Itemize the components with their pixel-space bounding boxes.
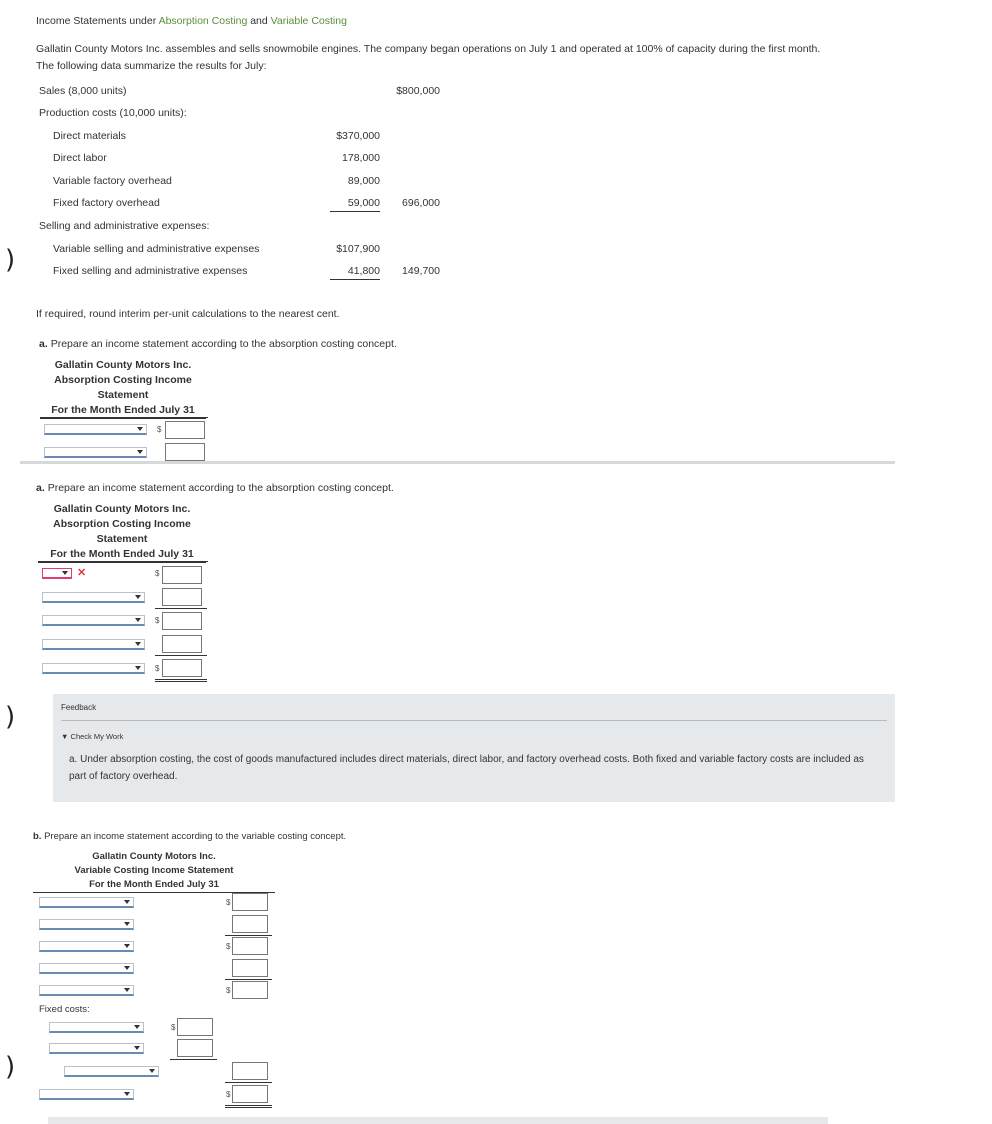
- header-rule: [38, 561, 208, 562]
- b-line6-amount[interactable]: [232, 1062, 268, 1080]
- fixed-selling-label: Fixed selling and administrative expenses: [53, 265, 248, 277]
- a2-line3-select[interactable]: [42, 615, 145, 626]
- chevron-down-icon: [135, 642, 141, 646]
- fixed-costs-label: Fixed costs:: [39, 1004, 90, 1015]
- feedback-rule: [61, 720, 887, 721]
- dollar-sign: $: [155, 664, 160, 673]
- chevron-down-icon: [124, 988, 130, 992]
- statement-a1-header: [40, 358, 206, 419]
- production-total: 696,000: [402, 197, 440, 209]
- triangle-down-icon: ▼: [61, 732, 69, 741]
- intro-line-2: The following data summarize the results for July:: [36, 60, 267, 72]
- part-a-letter-graded: a.: [36, 482, 45, 494]
- b-line3-amount[interactable]: [232, 937, 268, 955]
- a1-line2-select[interactable]: [44, 447, 147, 458]
- statement-title: Absorption Costing Income: [53, 518, 191, 530]
- b-line6-select[interactable]: [64, 1066, 159, 1077]
- chevron-down-icon: [135, 666, 141, 670]
- check-my-work-label: Check My Work: [70, 732, 124, 741]
- chevron-down-icon: [124, 900, 130, 904]
- a2-line1-select-incorrect[interactable]: [42, 568, 72, 579]
- header-rule: [40, 417, 208, 418]
- subtotal-rule: [155, 608, 207, 609]
- variable-selling-value: $107,900: [336, 243, 380, 255]
- chevron-down-icon: [134, 1046, 140, 1050]
- a2-line2-select[interactable]: [42, 592, 145, 603]
- feedback-panel: [53, 694, 895, 802]
- part-b-letter: b.: [33, 831, 42, 842]
- double-underline: [155, 679, 207, 682]
- a2-line1-amount[interactable]: [162, 566, 202, 584]
- chevron-down-icon: [124, 944, 130, 948]
- dollar-sign: $: [226, 1090, 231, 1099]
- statement-title-2: Statement: [97, 389, 149, 401]
- dollar-sign: $: [155, 616, 160, 625]
- dollar-sign: $: [226, 898, 231, 907]
- selling-total: 149,700: [402, 265, 440, 277]
- feedback-title: Feedback: [61, 703, 97, 712]
- b-line2-amount[interactable]: [232, 915, 268, 933]
- left-paren-1: ): [5, 245, 16, 275]
- fixed-overhead-label: Fixed factory overhead: [53, 197, 160, 209]
- statement-period: For the Month Ended July 31: [89, 879, 219, 890]
- direct-labor-value: 178,000: [342, 152, 380, 164]
- absorption-costing-link[interactable]: Absorption Costing: [158, 15, 248, 27]
- chevron-down-icon: [137, 427, 143, 431]
- production-label: Production costs (10,000 units):: [39, 107, 187, 119]
- statement-title: Absorption Costing Income: [54, 374, 192, 386]
- chevron-down-icon: [124, 966, 130, 970]
- a1-line1-select[interactable]: [44, 424, 147, 435]
- b-line4-select[interactable]: [39, 963, 134, 974]
- fixed-overhead-value: 59,000: [330, 197, 380, 212]
- chevron-down-icon: [135, 618, 141, 622]
- feedback-text: a. Under absorption costing, the cost of goods manufactured includes direct materials, direct labor, and factory overhead costs. Both fixed and variable factory costs are included as part of factory overhead.: [69, 754, 864, 782]
- fixed-selling-value: 41,800: [330, 265, 380, 280]
- section-divider: [20, 461, 895, 464]
- variable-overhead-label: Variable factory overhead: [53, 175, 172, 187]
- b-fixed1-amount[interactable]: [177, 1018, 213, 1036]
- b-line5-amount[interactable]: [232, 981, 268, 999]
- part-a-text-graded: Prepare an income statement according to the absorption costing concept.: [47, 482, 394, 494]
- statement-title-2: Statement: [96, 533, 148, 545]
- b-fixed2-amount[interactable]: [177, 1039, 213, 1057]
- heading-prefix: Income Statements under: [36, 15, 159, 27]
- subtotal-rule: [170, 1059, 217, 1060]
- part-a-letter: a.: [39, 338, 48, 350]
- chevron-down-icon: [62, 571, 68, 575]
- a2-line4-amount[interactable]: [162, 635, 202, 653]
- a1-line1-amount[interactable]: [165, 421, 205, 439]
- sales-value: $800,000: [396, 85, 440, 97]
- dollar-sign: $: [226, 986, 231, 995]
- dollar-sign: $: [226, 942, 231, 951]
- sales-label: Sales (8,000 units): [39, 85, 127, 97]
- intro-text: [36, 41, 936, 75]
- a2-line4-select[interactable]: [42, 639, 145, 650]
- b-fixed1-select[interactable]: [49, 1022, 144, 1033]
- subtotal-rule: [155, 655, 207, 656]
- a2-line3-amount[interactable]: [162, 612, 202, 630]
- subtotal-rule: [225, 1082, 272, 1083]
- statement-period: For the Month Ended July 31: [38, 547, 206, 563]
- variable-selling-label: Variable selling and administrative expenses: [53, 243, 260, 255]
- b-line5-select[interactable]: [39, 985, 134, 996]
- dollar-sign: $: [157, 425, 162, 434]
- direct-labor-label: Direct labor: [53, 152, 107, 164]
- company-name: Gallatin County Motors Inc.: [92, 851, 216, 862]
- b-line7-select[interactable]: [39, 1089, 134, 1100]
- b-line4-amount[interactable]: [232, 959, 268, 977]
- page-heading: [36, 15, 347, 27]
- chevron-down-icon: [124, 922, 130, 926]
- selling-label: Selling and administrative expenses:: [39, 220, 210, 232]
- chevron-down-icon: [135, 595, 141, 599]
- part-a-instruction-graded: [36, 482, 394, 494]
- check-my-work-toggle[interactable]: [61, 732, 123, 741]
- b-fixed2-select[interactable]: [49, 1043, 144, 1054]
- statement-a2-header: [38, 502, 206, 563]
- dollar-sign: $: [155, 569, 160, 578]
- chevron-down-icon: [134, 1025, 140, 1029]
- company-name: Gallatin County Motors Inc.: [54, 359, 192, 371]
- b-line1-amount[interactable]: [232, 893, 268, 911]
- direct-materials-value: $370,000: [336, 130, 380, 142]
- double-underline: [225, 1105, 272, 1108]
- b-line1-select[interactable]: [39, 897, 134, 908]
- rounding-note: If required, round interim per-unit calculations to the nearest cent.: [36, 308, 340, 320]
- company-name: Gallatin County Motors Inc.: [53, 503, 191, 515]
- chevron-down-icon: [124, 1092, 130, 1096]
- chevron-down-icon: [149, 1069, 155, 1073]
- part-b-instruction: [33, 831, 346, 842]
- a2-line5-select[interactable]: [42, 663, 145, 674]
- direct-materials-label: Direct materials: [53, 130, 126, 142]
- b-line7-amount[interactable]: [232, 1085, 268, 1103]
- incorrect-x-icon: ✕: [77, 567, 87, 579]
- a1-line2-amount[interactable]: [165, 443, 205, 461]
- part-a-instruction: [39, 338, 397, 350]
- b-line2-select[interactable]: [39, 919, 134, 930]
- subtotal-rule: [225, 935, 272, 936]
- left-paren-2: ): [5, 702, 16, 732]
- part-a-text: Prepare an income statement according to the absorption costing concept.: [50, 338, 397, 350]
- b-line3-select[interactable]: [39, 941, 134, 952]
- part-b-text: Prepare an income statement according to the variable costing concept.: [44, 831, 347, 842]
- subtotal-rule: [225, 979, 272, 980]
- a2-line5-amount[interactable]: [162, 659, 202, 677]
- statement-period: For the Month Ended July 31: [40, 403, 206, 419]
- dollar-sign: $: [171, 1023, 176, 1032]
- intro-line-1: Gallatin County Motors Inc. assembles and sells snowmobile engines. The company began operations on July 1 and operated at 100% of capacity during the first month.: [36, 43, 821, 55]
- heading-and: and: [247, 15, 271, 27]
- statement-title: Variable Costing Income Statement: [74, 865, 234, 876]
- left-paren-3: ): [5, 1052, 16, 1082]
- chevron-down-icon: [137, 450, 143, 454]
- a2-line2-amount[interactable]: [162, 588, 202, 606]
- variable-overhead-value: 89,000: [347, 175, 380, 187]
- variable-costing-link[interactable]: Variable Costing: [270, 15, 347, 27]
- statement-b-header: [33, 850, 275, 892]
- next-feedback-panel-edge: [48, 1117, 828, 1124]
